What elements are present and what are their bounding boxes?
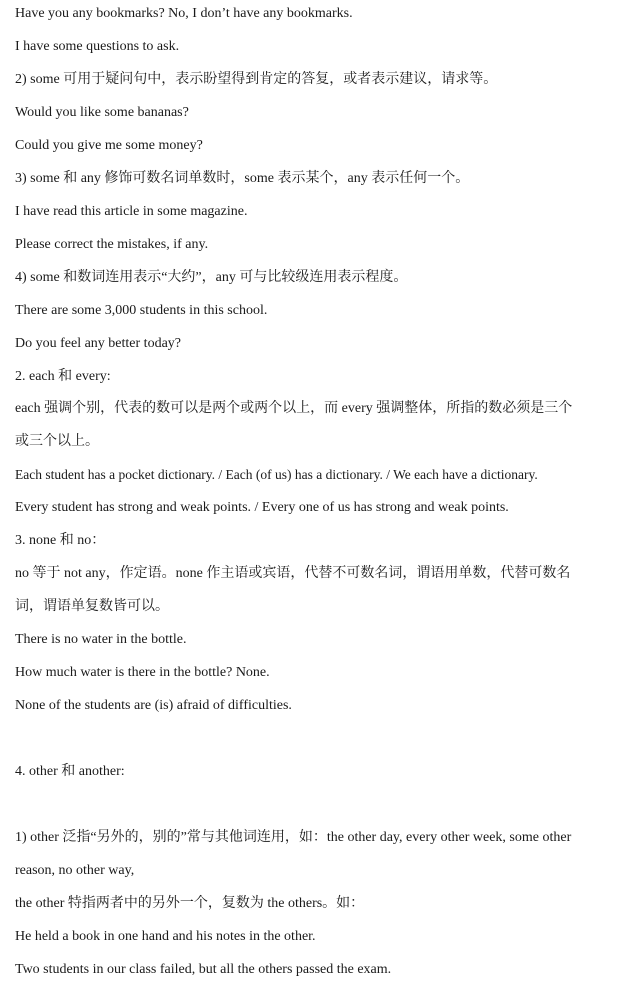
text-line: no 等于 not any，作定语。none 作主语或宾语，代替不可数名词，谓语用单数，代替可数名 bbox=[15, 566, 571, 581]
text-line: I have read this article in some magazine. bbox=[15, 204, 248, 219]
text-line: 词，谓语单复数皆可以。 bbox=[15, 599, 169, 614]
section-heading: 2. each 和 every: bbox=[15, 369, 111, 384]
text-line: 1) other 泛指“另外的，别的”常与其他词连用，如：the other day, every other week, some other bbox=[15, 830, 572, 845]
section-heading: 4. other 和 another: bbox=[15, 764, 125, 779]
text-line: Each student has a pocket dictionary. / Each (of us) has a dictionary. / We each have a dictionary. bbox=[15, 467, 538, 482]
text-line: 2) some 可用于疑问句中，表示盼望得到肯定的答复，或者表示建议，请求等。 bbox=[15, 72, 498, 87]
text-line: There are some 3,000 students in this school. bbox=[15, 303, 268, 318]
text-line: How much water is there in the bottle? None. bbox=[15, 665, 270, 680]
section-heading: 3. none 和 no： bbox=[15, 533, 106, 548]
text-line: Would you like some bananas? bbox=[15, 105, 189, 120]
text-line: Could you give me some money? bbox=[15, 138, 203, 153]
text-line: I have some questions to ask. bbox=[15, 39, 180, 54]
text-line: Every student has strong and weak points. / Every one of us has strong and weak points. bbox=[15, 500, 509, 515]
text-line: Please correct the mistakes, if any. bbox=[15, 237, 209, 252]
text-line: Two students in our class failed, but all the others passed the exam. bbox=[15, 962, 392, 977]
text-line: the other 特指两者中的另外一个，复数为 the others。如： bbox=[15, 896, 365, 911]
text-line: Have you any bookmarks? No, I don’t have any bookmarks. bbox=[15, 6, 353, 21]
text-line: He held a book in one hand and his notes in the other. bbox=[15, 929, 316, 944]
text-line: 4) some 和数词连用表示“大约”，any 可与比较级连用表示程度。 bbox=[15, 270, 408, 285]
text-line: There is no water in the bottle. bbox=[15, 632, 187, 647]
text-line: None of the students are (is) afraid of difficulties. bbox=[15, 698, 292, 713]
text-line: 或三个以上。 bbox=[15, 434, 99, 449]
text-line: each 强调个别，代表的数可以是两个或两个以上，而 every 强调整体，所指的数必须是三个 bbox=[15, 401, 573, 416]
text-line: reason, no other way, bbox=[15, 863, 135, 878]
text-line: Do you feel any better today? bbox=[15, 336, 181, 351]
text-line: 3) some 和 any 修饰可数名词单数时，some 表示某个，any 表示任何一个。 bbox=[15, 171, 470, 186]
